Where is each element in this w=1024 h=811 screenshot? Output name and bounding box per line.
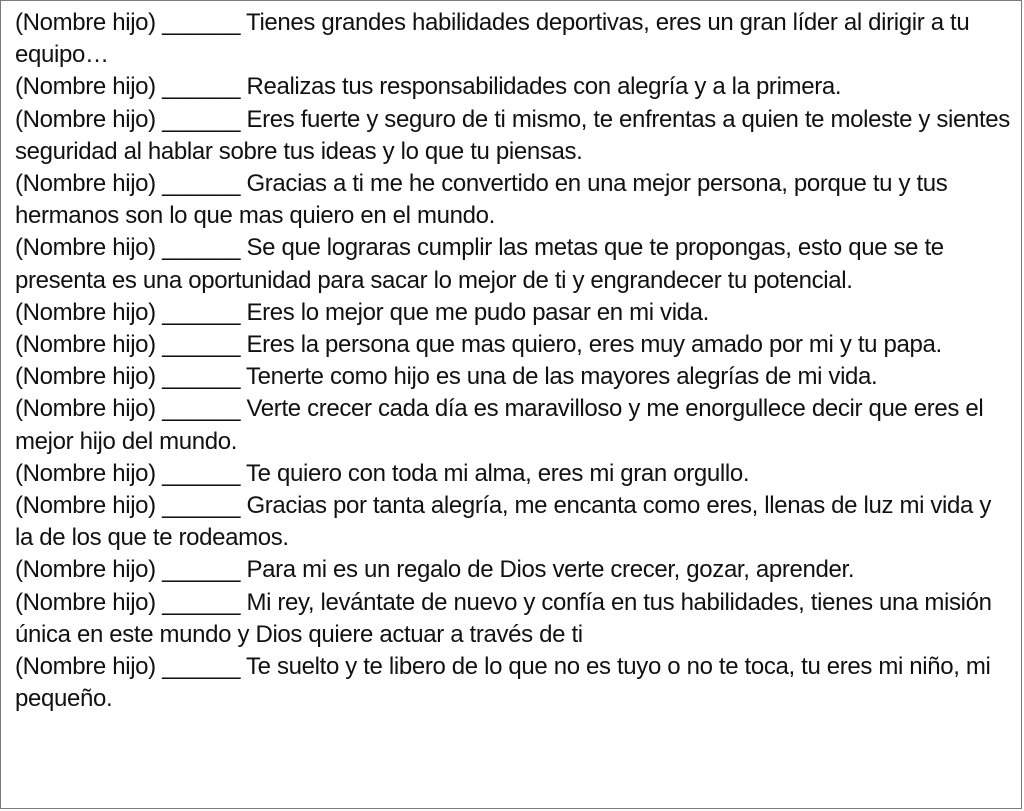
list-item [15,104,1011,168]
entry-text: Realizas tus responsabilidades con alegría y a la primera. [246,73,842,101]
list-item [15,71,1011,103]
entry-text: Mi rey, levántate de nuevo y confía en tus habilidades, tienes una misión única en este mundo y Dios quiere actuar a través de ti [15,588,992,648]
child-name-blank: (Nombre hijo) ______ [15,492,241,520]
entry-text: Eres lo mejor que me pudo pasar en mi vida. [246,298,709,326]
entry-text: Verte crecer cada día es maravilloso y me enorgullece decir que eres el mejor hijo del mundo. [15,395,984,455]
child-name-blank: (Nombre hijo) ______ [15,9,241,36]
child-name-blank: (Nombre hijo) ______ [15,395,241,423]
child-name-blank: (Nombre hijo) ______ [15,105,241,133]
entry-text: Te suelto y te libero de lo que no es tuyo o no te toca, tu eres mi niño, mi pequeño. [15,653,991,713]
list-item [15,651,1011,715]
entry-text: Para mi es un regalo de Dios verte crecer, gozar, aprender. [246,556,855,584]
list-item [15,168,1011,232]
child-name-blank: (Nombre hijo) ______ [15,459,241,487]
list-item [15,554,1011,586]
list-item [15,587,1011,651]
child-name-blank: (Nombre hijo) ______ [15,73,241,101]
entry-text: Tienes grandes habilidades deportivas, eres un gran líder al dirigir a tu equipo… [15,9,970,69]
entry-text: Se que lograras cumplir las metas que te propongas, esto que se te presenta es una oportunidad para sacar lo mejor de ti y engrandecer tu potencial. [15,234,944,294]
list-item [15,393,1011,457]
list-item [15,361,1011,393]
list-item [15,7,1011,71]
entry-text: Eres la persona que mas quiero, eres muy amado por mi y tu papa. [246,331,942,359]
entry-text: Gracias por tanta alegría, me encanta como eres, llenas de luz mi vida y la de los que te rodeamos. [15,492,991,552]
child-name-blank: (Nombre hijo) ______ [15,363,241,391]
list-item [15,329,1011,361]
entry-text: Eres fuerte y seguro de ti mismo, te enfrentas a quien te moleste y sientes seguridad al hablar sobre tus ideas y lo que tu piensas. [15,105,1010,165]
list-item [15,232,1011,296]
entry-text: Tenerte como hijo es una de las mayores alegrías de mi vida. [246,363,878,391]
child-name-blank: (Nombre hijo) ______ [15,170,241,198]
entry-text: Gracias a ti me he convertido en una mejor persona, porque tu y tus hermanos son lo que mas quiero en el mundo. [15,170,948,230]
child-name-blank: (Nombre hijo) ______ [15,234,241,262]
child-name-blank: (Nombre hijo) ______ [15,653,241,681]
entry-text: Te quiero con toda mi alma, eres mi gran orgullo. [246,459,750,487]
child-name-blank: (Nombre hijo) ______ [15,331,241,359]
list-item [15,458,1011,490]
child-name-blank: (Nombre hijo) ______ [15,556,241,584]
child-name-blank: (Nombre hijo) ______ [15,588,241,616]
child-name-blank: (Nombre hijo) ______ [15,298,241,326]
list-item [15,490,1011,554]
list-item [15,297,1011,329]
